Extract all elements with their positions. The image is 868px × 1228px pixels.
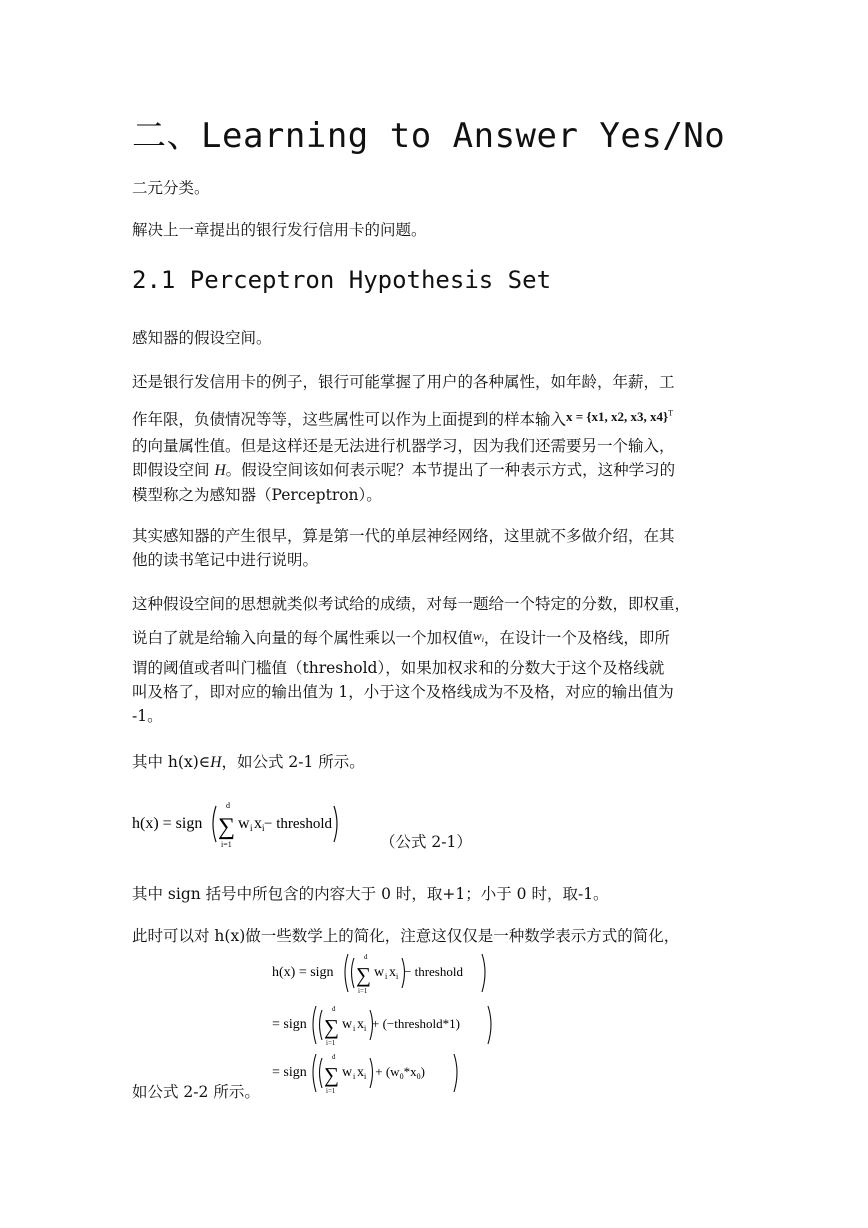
svg-text:x: x (357, 1017, 364, 1032)
paragraph-simplify: 此时可以对 h(x)做一些数学上的简化，注意这仅仅是一种数学表示方式的简化， (132, 927, 680, 945)
weight-wi-formula: $w_i$ (473, 628, 484, 644)
svg-text:h(x) = sign: h(x) = sign (132, 815, 203, 832)
svg-text:i: i (385, 972, 388, 981)
svg-text:− threshold: − threshold (404, 964, 463, 979)
paragraph-hx: 其中 h(x)∈H，如公式 2-1 所示。 (132, 753, 365, 771)
svg-text:i: i (262, 823, 265, 833)
paragraph-binary: 二元分类。 (132, 179, 210, 197)
svg-text:∑: ∑ (356, 963, 371, 987)
formula-2-1-label: （公式 2-1） (380, 833, 472, 851)
paragraph-example: 还是银行发信用卡的例子，银行可能掌握了用户的各种属性，如年龄，年薪，工 作年限，负债情况等等，这些属性可以作为上面提到的样本输入x = {x1, x2, x3, x4}$^T$ 的向量属性值。但是这样还是无法进行机器学习，因为我们还需要另一个输入， 即假设空间 H。假设空间该如何表示呢？本节提出了一种表示方式，这种学习的 模型称之为感知器（Perceptron）。 (132, 373, 676, 504)
paragraph-formula-2-2: 如公式 2-2 所示。 (132, 1083, 260, 1101)
svg-text:= sign: = sign (272, 1017, 307, 1032)
svg-text:w: w (238, 815, 250, 832)
svg-text:x: x (357, 1065, 364, 1080)
svg-text:i: i (364, 1072, 367, 1081)
svg-text:∑: ∑ (324, 1063, 339, 1087)
svg-text:∑: ∑ (218, 814, 236, 840)
subsection-heading: 2.1 Perceptron Hypothesis Set (132, 266, 552, 294)
paragraph-sign: 其中 sign 括号中所包含的内容大于 0 时，取+1；小于 0 时，取-1。 (132, 885, 609, 903)
paragraph-history: 其实感知器的产生很早，算是第一代的单层神经网络，这里就不多做介绍，在其 他的读书笔记中进行说明。 (132, 527, 675, 569)
svg-text:d: d (332, 1005, 336, 1013)
section-heading: 二、Learning to Answer Yes/No (132, 116, 726, 156)
svg-text:i=1: i=1 (221, 840, 232, 849)
paragraph-idea: 这种假设空间的思想就类似考试给的成绩，对每一题给一个特定的分数，即权重， 说白了就是给输入向量的每个属性乘以一个加权值$w_i$，在设计一个及格线，即所 谓的阈值或者叫门槛值（threshold），如果加权求和的分数大于这个及格线就 叫及格了，即对应的输出值为 1，小于这个及格线成为不及格，对应的输出值为 -1。 (132, 595, 691, 725)
svg-text:w: w (342, 1017, 353, 1032)
svg-text:+ (−threshold*1): + (−threshold*1) (372, 1016, 460, 1031)
paragraph-solve: 解决上一章提出的银行发行信用卡的问题。 (132, 221, 427, 239)
svg-text:i=1: i=1 (326, 1087, 336, 1095)
svg-text:x: x (254, 815, 262, 832)
svg-text:+ (w0*x0): + $(w_0*x_0)$ (372, 1064, 425, 1081)
svg-text:i: i (396, 972, 399, 981)
svg-text:i=1: i=1 (358, 987, 368, 995)
svg-text:h(x) = sign: h(x) = sign (272, 965, 334, 980)
svg-text:d: d (364, 953, 368, 961)
svg-text:i: i (364, 1024, 367, 1033)
svg-text:w: w (374, 965, 385, 980)
svg-text:i: i (353, 1072, 356, 1081)
svg-text:d: d (332, 1053, 336, 1061)
paragraph-space: 感知器的假设空间。 (132, 329, 272, 347)
formula-2-2 (268, 948, 498, 1096)
svg-text:∑: ∑ (324, 1015, 339, 1039)
svg-text:w: w (342, 1065, 353, 1080)
vector-x-formula: x = {x1, x2, x3, x4}$^T$ (566, 409, 674, 425)
svg-text:= sign: = sign (272, 1065, 307, 1080)
svg-text:i: i (250, 823, 253, 833)
svg-text:− threshold: − threshold (264, 816, 333, 832)
formula-2-1 (130, 796, 350, 852)
svg-text:d: d (226, 801, 230, 810)
svg-text:x: x (389, 965, 396, 980)
svg-text:i: i (353, 1024, 356, 1033)
svg-text:i=1: i=1 (326, 1039, 336, 1047)
